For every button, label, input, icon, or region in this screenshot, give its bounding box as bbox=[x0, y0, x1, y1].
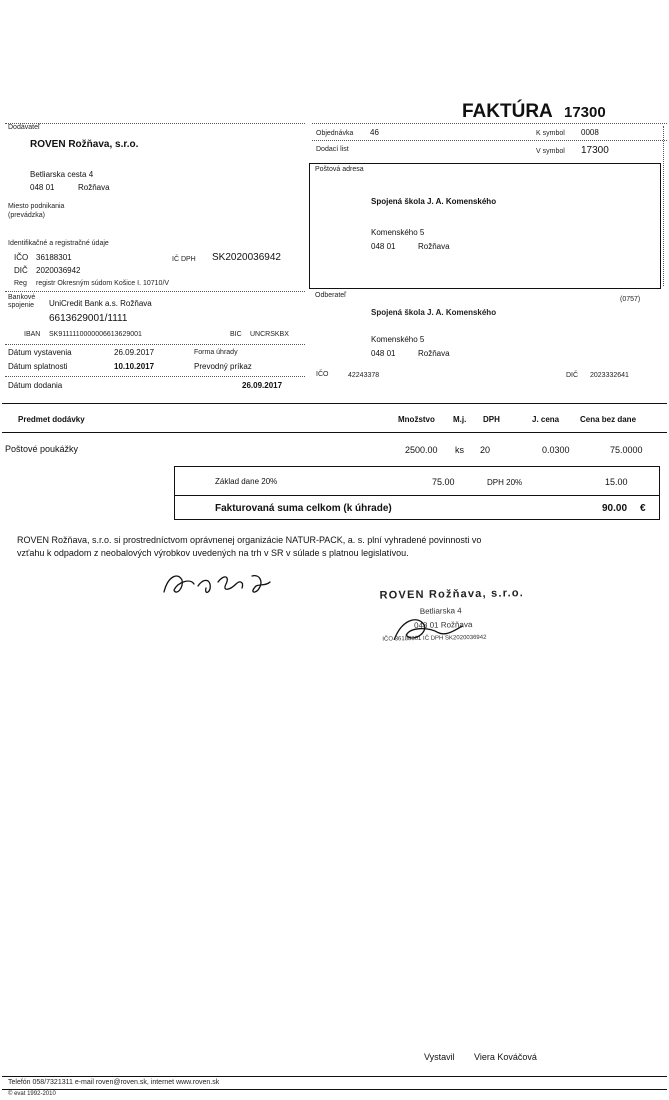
customer-code: (0757) bbox=[620, 296, 641, 303]
ico-label: IČO bbox=[14, 253, 29, 262]
icdph-label: IČ DPH bbox=[172, 256, 196, 263]
reg-label: Reg bbox=[14, 280, 27, 287]
postal-name: Spojená škola J. A. Komenského bbox=[371, 197, 497, 206]
customer-ico-label: IČO bbox=[316, 371, 329, 378]
postal-zip: 048 01 bbox=[371, 242, 396, 251]
postal-city: Rožňava bbox=[418, 242, 450, 251]
order-label: Objednávka bbox=[316, 130, 354, 137]
footer-copyright: © evat 1992-2010 bbox=[8, 1091, 56, 1097]
iban-value: SK9111110000006613629001 bbox=[49, 331, 142, 338]
item-vat: 20 bbox=[480, 445, 491, 455]
place-label-2: (prevádzka) bbox=[8, 212, 45, 219]
issued-by: Viera Kováčová bbox=[474, 1052, 537, 1062]
note-line-1: ROVEN Rožňava, s.r.o. si prostredníctvom oprávnenej organizácie NATUR-PACK, a. s. plní vyhradené povinnosti vo bbox=[17, 535, 482, 545]
id-label: Identifikačné a registračné údaje bbox=[8, 240, 109, 247]
ksymbol-label: K symbol bbox=[536, 130, 565, 137]
ico-value: 36188301 bbox=[36, 253, 72, 262]
col-qty: Množstvo bbox=[398, 415, 435, 424]
vat-base: 75.00 bbox=[432, 477, 455, 487]
due-date: 10.10.2017 bbox=[114, 362, 155, 371]
vsymbol-label: V symbol bbox=[536, 148, 565, 155]
currency: € bbox=[640, 503, 646, 514]
icdph-value: SK2020036942 bbox=[212, 252, 281, 263]
delivery-date: 26.09.2017 bbox=[242, 381, 283, 390]
issue-date: 26.09.2017 bbox=[114, 348, 155, 357]
col-vat: DPH bbox=[483, 415, 500, 424]
bank-account: 6613629001/1111 bbox=[49, 313, 128, 324]
item-name: Poštové poukážky bbox=[5, 444, 79, 454]
stamp-line-3: 048 01 Rožňava bbox=[414, 620, 473, 631]
item-qty: 2500.00 bbox=[405, 445, 438, 455]
bank-label-1: Bankové bbox=[8, 294, 36, 301]
bic-value: UNCRSKBX bbox=[250, 331, 289, 338]
company-stamp bbox=[377, 586, 570, 651]
place-label-1: Miesto podnikania bbox=[8, 203, 65, 210]
supplier-label: Dodávateľ bbox=[8, 124, 41, 131]
customer-name: Spojená škola J. A. Komenského bbox=[371, 308, 497, 317]
customer-street: Komenského 5 bbox=[371, 335, 425, 344]
total-label: Fakturovaná suma celkom (k úhrade) bbox=[215, 503, 392, 514]
payment-method: Prevodný príkaz bbox=[194, 362, 252, 371]
col-unit: M.j. bbox=[453, 415, 467, 424]
delivery-note-label: Dodací list bbox=[316, 146, 349, 153]
supplier-zip: 048 01 bbox=[30, 183, 55, 192]
supplier-street: Betliarska cesta 4 bbox=[30, 170, 94, 179]
col-unit-price: J. cena bbox=[532, 415, 560, 424]
handwritten-signature bbox=[160, 562, 280, 602]
total-value: 90.00 bbox=[602, 503, 628, 514]
reg-value: registr Okresným súdom Košice I. 10710/V bbox=[36, 280, 170, 287]
customer-zip: 048 01 bbox=[371, 349, 396, 358]
payment-label: Forma úhrady bbox=[194, 349, 238, 356]
ksymbol-value: 0008 bbox=[581, 128, 599, 137]
item-unit: ks bbox=[455, 445, 464, 455]
vat-label: DPH 20% bbox=[487, 478, 523, 487]
note-line-2: vzťahu k odpadom z neobalových výrobkov uvedených na trh v SR v súlade s platnou legislatívou. bbox=[17, 548, 409, 558]
footer-contact: Telefón 058/7321311 e-mail roven@roven.sk, internet www.roven.sk bbox=[8, 1079, 220, 1086]
iban-label: IBAN bbox=[24, 331, 41, 338]
customer-dic: 2023332641 bbox=[590, 372, 629, 379]
dic-value: 2020036942 bbox=[36, 266, 81, 275]
vsymbol-value: 17300 bbox=[581, 145, 609, 156]
due-date-label: Dátum splatnosti bbox=[8, 362, 68, 371]
bank-name: UniCredit Bank a.s. Rožňava bbox=[49, 299, 152, 308]
dic-label: DIČ bbox=[14, 266, 28, 275]
customer-ico: 42243378 bbox=[348, 372, 380, 379]
stamp-line-1: ROVEN Rožňava, s.r.o. bbox=[379, 587, 525, 602]
postal-label: Poštová adresa bbox=[315, 166, 364, 173]
invoice-title: FAKTÚRA bbox=[462, 101, 553, 122]
issue-date-label: Dátum vystavenia bbox=[8, 348, 72, 357]
item-unit-price: 0.0300 bbox=[542, 445, 570, 455]
supplier-name: ROVEN Rožňava, s.r.o. bbox=[30, 139, 139, 150]
supplier-city: Rožňava bbox=[78, 183, 110, 192]
stamp-line-2: Betliarska 4 bbox=[419, 606, 462, 616]
customer-dic-label: DIČ bbox=[566, 372, 579, 379]
order-value: 46 bbox=[370, 128, 379, 137]
vat-value: 15.00 bbox=[605, 477, 628, 487]
postal-street: Komenského 5 bbox=[371, 228, 425, 237]
stamp-line-4: IČO 36188301 IČ DPH SK2020036942 bbox=[382, 634, 487, 643]
delivery-date-label: Dátum dodania bbox=[8, 381, 63, 390]
vat-base-label: Základ dane 20% bbox=[215, 477, 278, 486]
invoice-number: 17300 bbox=[564, 104, 606, 121]
bic-label: BIC bbox=[230, 331, 242, 338]
customer-label: Odberateľ bbox=[315, 292, 347, 299]
customer-city: Rožňava bbox=[418, 349, 450, 358]
postal-address-box bbox=[309, 163, 661, 289]
col-subject: Predmet dodávky bbox=[18, 415, 85, 424]
issued-by-label: Vystavil bbox=[424, 1052, 455, 1062]
item-total: 75.0000 bbox=[610, 445, 643, 455]
col-total: Cena bez dane bbox=[580, 415, 637, 424]
bank-label-2: spojenie bbox=[8, 302, 35, 309]
